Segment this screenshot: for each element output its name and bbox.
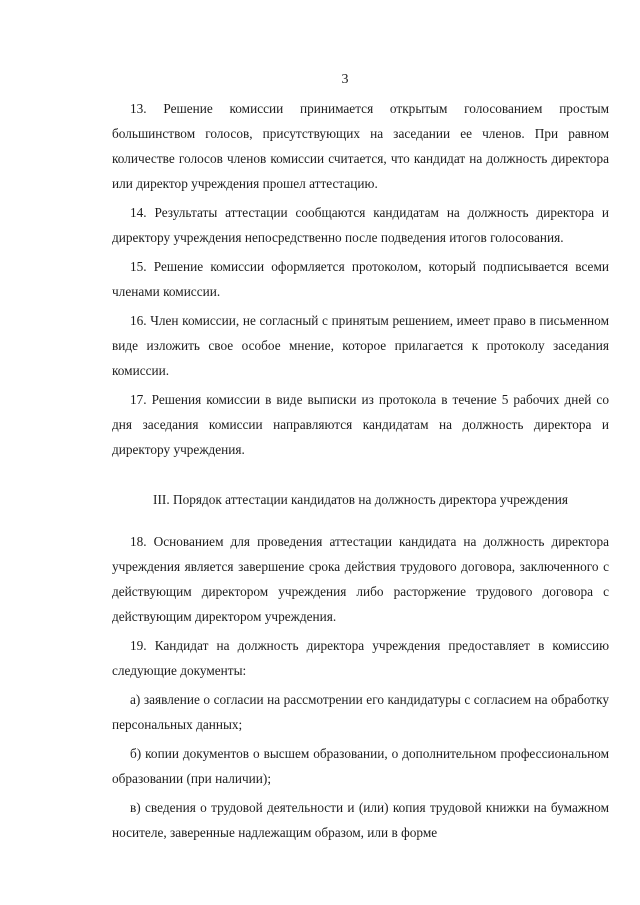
paragraph-14: 14. Результаты аттестации сообщаются кандидатам на должность директора и директору учреждения непосредственно после подведения итогов голосования. (112, 205, 609, 245)
paragraph-18: 18. Основанием для проведения аттестации кандидата на должность директора учреждения является завершение срока действия трудового договора, заключенного с действующим директором учреждения либо расторжение трудового договора с действующим директором учреждения. (112, 534, 609, 624)
document-body (112, 96, 609, 849)
paragraph-17: 17. Решения комиссии в виде выписки из протокола в течение 5 рабочих дней со дня заседания комиссии направляются кандидатам на должность директора и директору учреждения. (112, 392, 609, 457)
list-item-a: а) заявление о согласии на рассмотрении его кандидатуры с согласием на обработку персональных данных; (112, 692, 609, 732)
page-number: 3 (341, 72, 349, 87)
paragraph-15: 15. Решение комиссии оформляется протоколом, который подписывается всеми членами комиссии. (112, 259, 609, 299)
paragraph-19: 19. Кандидат на должность директора учреждения предоставляет в комиссию следующие документы: (112, 638, 609, 678)
paragraph-16: 16. Член комиссии, не согласный с принятым решением, имеет право в письменном виде изложить свое особое мнение, которое прилагается к протоколу заседания комиссии. (112, 313, 609, 378)
list-item-c: в) сведения о трудовой деятельности и (или) копия трудовой книжки на бумажном носителе, заверенные надлежащим образом, или в форме (112, 800, 609, 840)
list-item-b: б) копии документов о высшем образовании, о дополнительном профессиональном образовании (при наличии); (112, 746, 609, 786)
paragraph-13: 13. Решение комиссии принимается открытым голосованием простым большинством голосов, присутствующих на заседании ее членов. При равном количестве голосов членов комиссии считается, что кандидат на должность директора или директор учреждения прошел аттестацию. (112, 101, 609, 191)
section-heading: III. Порядок аттестации кандидатов на должность директора учреждения (153, 492, 568, 507)
